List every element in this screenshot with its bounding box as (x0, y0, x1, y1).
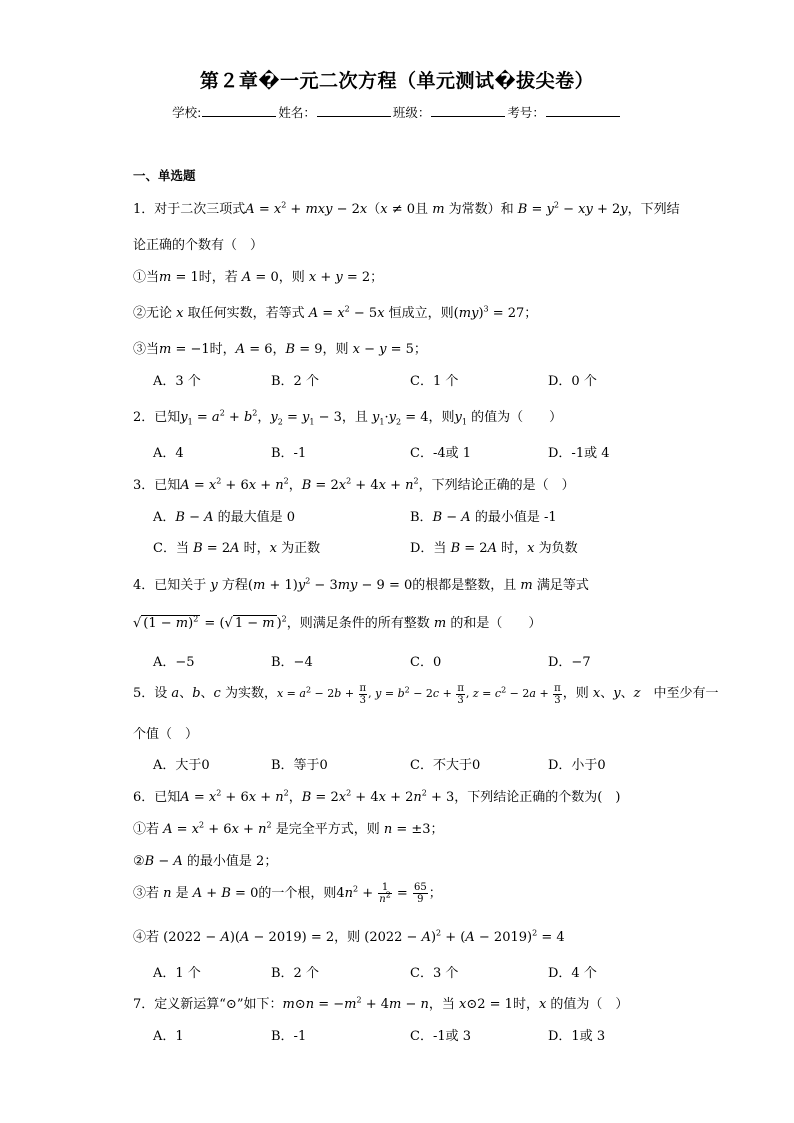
question-2-option-d[interactable]: D．-1或 4 (548, 446, 610, 461)
question-2-stem: 2．已知$y_1 = a^2 + b^2$，$y_2 = y_1 - 3$，且 $y_1\cdot y_2 = 4$，则$y_1$ 的值为（ ） (133, 408, 563, 427)
class-label: 班级： (392, 105, 431, 120)
question-1-option-b[interactable]: B．2 个 (271, 374, 319, 389)
question-3-option-d[interactable]: D．当 B = 2A 时，x 为负数 (410, 541, 578, 556)
question-3-option-a[interactable]: A．B − A 的最大值是 0 (153, 510, 296, 525)
question-1-option-a[interactable]: A．3 个 (153, 374, 201, 389)
question-6-statement-2: ②B − A 的最小值是 2； (133, 854, 278, 869)
question-2-option-a[interactable]: A．4 (153, 446, 184, 461)
question-6-statement-3: ③若 n 是 A + B = 0的一个根，则$4n^2$ + $\frac{1}{n^2}$ = $\frac{65}{9}$ ； (133, 882, 442, 905)
question-6-option-b[interactable]: B．2 个 (271, 966, 319, 981)
school-field[interactable] (202, 104, 276, 117)
name-label: 姓名： (278, 105, 316, 120)
question-2-option-c[interactable]: C．-4或 1 (410, 446, 472, 461)
question-4-option-b[interactable]: B．−4 (271, 655, 313, 670)
question-5-option-d[interactable]: D．小于0 (548, 758, 606, 773)
question-7-stem: 7．定义新运算“⊙”如下：m⊙n = $-m^2 + 4m - n$，当 x⊙2 = 1时，x 的值为（ ） (133, 995, 629, 1012)
exam-no-label: 考号： (507, 105, 545, 120)
school-label: 学校: (172, 105, 202, 120)
question-4-option-d[interactable]: D．−7 (548, 655, 591, 670)
question-4-option-c[interactable]: C．0 (410, 655, 442, 670)
question-1-statement-1: ①当m = 1时，若 A = 0，则 x + y = 2； (133, 270, 384, 285)
student-info-row (0, 103, 794, 121)
name-field[interactable] (317, 104, 391, 117)
question-1-option-c[interactable]: C．1 个 (410, 374, 459, 389)
question-1-statement-3: ③当m = −1时，A = 6，B = 9，则 x − y = 5； (133, 342, 427, 357)
section-title: 一、单选题 (133, 168, 196, 183)
question-5-stem: 5．设 a、b、c 为实数，$x = a^2 - 2b$ + $\frac{\pi}{3}$ , $y = b^2 - 2c$ + $\frac{\pi}{3}$ , $z = c^2 - 2a$ + $\frac{\pi}{3}$ ，则 x、y、z 中至少有一 (133, 682, 719, 706)
question-6-statement-1: ①若 $A = x^2 + 6x + n^2$ 是完全平方式，则 n = ±3； (133, 820, 444, 837)
question-5-stem-cont: 个值（ ） (133, 727, 199, 742)
question-5-option-c[interactable]: C．不大于0 (410, 758, 481, 773)
question-7-option-b[interactable]: B．-1 (271, 1029, 307, 1044)
question-1-statement-2: ②无论 x 取任何实数，若等式 $A = x^2 - 5x$ 恒成立，则(my)$^3$ = 27； (133, 304, 538, 321)
exam-no-field[interactable] (546, 104, 620, 117)
question-4-stem: 4．已知关于 y 方程$(m + 1)y^2 - 3my - 9 = 0$的根都是整数，且 m 满足等式 (133, 576, 589, 593)
question-3-stem: 3．已知$A = x^2 + 6x + n^2$，$B = 2x^2 + 4x + n^2$，下列结论正确的是（ ） (133, 476, 575, 493)
page-title: 第２章�一元二次方程（单元测试�拔尖卷） (199, 70, 595, 92)
question-7-option-a[interactable]: A．1 (153, 1029, 184, 1044)
question-1-option-d[interactable]: D．0 个 (548, 374, 597, 389)
question-6-option-d[interactable]: D．4 个 (548, 966, 597, 981)
question-4-option-a[interactable]: A．−5 (153, 655, 195, 670)
question-4-stem-cont: √ $(1 - m)^2$ = (√ 1 − m )$^2$，则满足条件的所有整数 m 的和是（ ） (133, 614, 542, 631)
question-6-statement-4: ④若 (2022 − A)(A − 2019) = 2，则 $(2022 - A)^2 + (A - 2019)^2 = 4$ (133, 928, 565, 945)
question-1-stem: 1．对于二次三项式$A = x^2$ + mxy − 2x（x ≠ 0且 m 为常数）和 $B = y^2$ − xy + 2y，下列结 (133, 200, 680, 217)
question-7-option-c[interactable]: C．-1或 3 (410, 1029, 472, 1044)
question-1-stem-cont: 论正确的个数有（ ） (133, 238, 264, 253)
question-6-option-c[interactable]: C．3 个 (410, 966, 459, 981)
question-3-option-c[interactable]: C．当 B = 2A 时，x 为正数 (153, 541, 321, 556)
question-5-option-a[interactable]: A．大于0 (153, 758, 210, 773)
question-6-option-a[interactable]: A．1 个 (153, 966, 201, 981)
class-field[interactable] (431, 104, 505, 117)
question-6-stem: 6．已知$A = x^2 + 6x + n^2$，$B = 2x^2 + 4x + 2n^2 + 3$，下列结论正确的个数为( ) (133, 788, 621, 805)
question-3-option-b[interactable]: B．B − A 的最小值是 -1 (410, 510, 557, 525)
question-7-option-d[interactable]: D．1或 3 (548, 1029, 606, 1044)
question-5-option-b[interactable]: B．等于0 (271, 758, 328, 773)
question-2-option-b[interactable]: B．-1 (271, 446, 307, 461)
